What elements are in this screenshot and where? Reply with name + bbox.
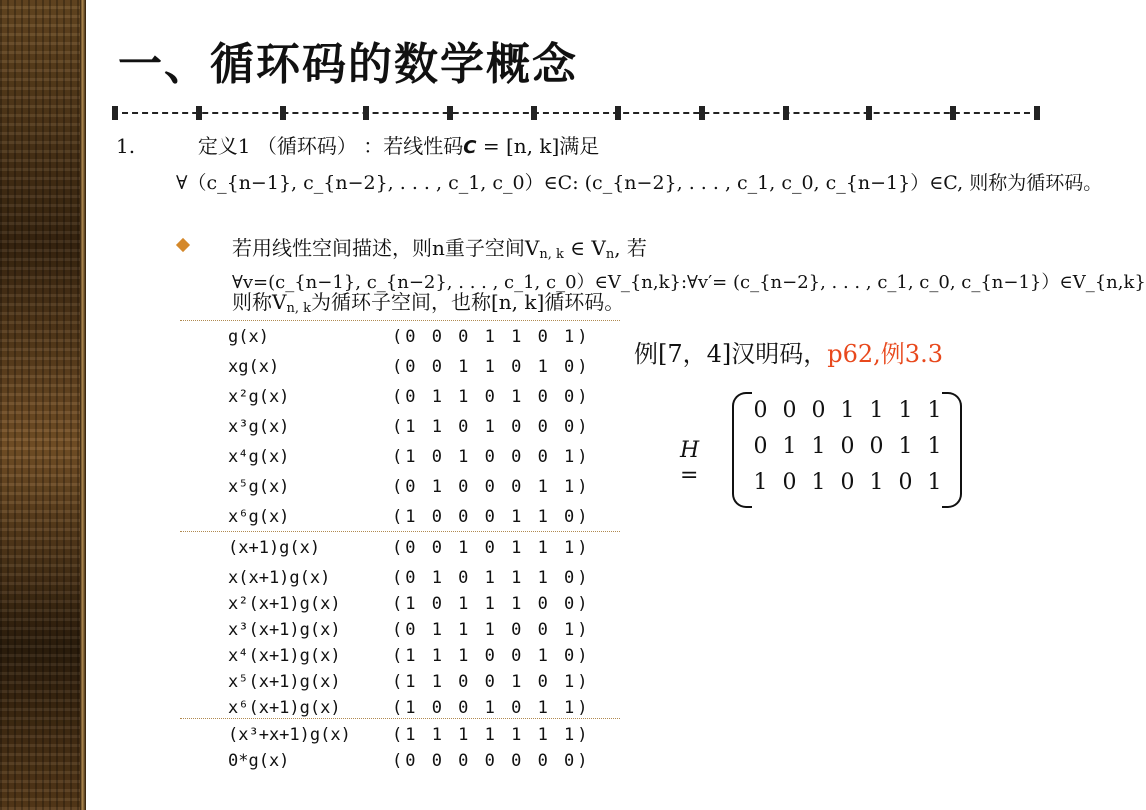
table-row	[180, 351, 620, 381]
matrix-cell: 1	[898, 398, 913, 423]
table-row	[180, 501, 620, 531]
matrix-label: H =	[680, 438, 700, 488]
table-row	[180, 411, 620, 441]
matrix-cell: 1	[811, 434, 826, 459]
codeword-cell: (0 1 0 0 0 1 1)	[392, 477, 591, 497]
codeword-cell: (1 1 0 0 1 0 1)	[392, 672, 591, 692]
table-row	[180, 745, 620, 771]
polynomial-cell: x⁵g(x)	[228, 477, 290, 497]
matrix-cell: 1	[811, 470, 826, 495]
matrix-cell: 0	[782, 470, 797, 495]
table-row	[180, 588, 620, 614]
bullet-diamond-icon	[176, 238, 190, 252]
codeword-cell: (1 1 1 0 0 1 0)	[392, 646, 591, 666]
matrix-cell: 0	[753, 434, 768, 459]
polynomial-cell: x⁴(x+1)g(x)	[228, 646, 341, 666]
polynomial-cell: x⁶(x+1)g(x)	[228, 698, 341, 718]
codeword-cell: (0 1 1 0 1 0 0)	[392, 387, 591, 407]
polynomial-cell: xg(x)	[228, 357, 280, 377]
matrix-cell: 1	[898, 434, 913, 459]
condition-tail: 则称为循环码。	[969, 172, 1103, 194]
matrix-row	[746, 398, 949, 423]
table-row	[180, 441, 620, 471]
table-row	[180, 562, 620, 588]
slide-title: 一、循环码的数学概念	[118, 39, 578, 90]
matrix-row	[746, 470, 949, 495]
codeword-cell: (1 1 1 1 1 1 1)	[392, 725, 591, 745]
matrix-cell: 0	[840, 434, 855, 459]
bullet-line-2: ∀v=(c_{n−1}, c_{n−2}, . . . , c_1, c_0）∈V_{n,k}:∀v′= (c_{n−2}, . . . , c_1, c_0, c_{n−1}）∈V_{n,k}	[232, 272, 1146, 293]
divider-dots	[112, 106, 1040, 120]
example-reference: p62,例3.3	[827, 340, 943, 368]
matrix-cell: 1	[869, 470, 884, 495]
definition-code-symbol: C	[463, 137, 477, 158]
codeword-cell: (0 1 1 1 0 0 1)	[392, 620, 591, 640]
polynomial-cell: (x³+x+1)g(x)	[228, 725, 351, 745]
polynomial-cell: x²g(x)	[228, 387, 290, 407]
polynomial-cell: x⁵(x+1)g(x)	[228, 672, 341, 692]
polynomial-cell: x³(x+1)g(x)	[228, 620, 341, 640]
table-row	[180, 640, 620, 666]
codeword-cell: (0 0 1 0 1 1 1)	[392, 538, 591, 558]
matrix-row	[746, 434, 949, 459]
polynomial-cell: (x+1)g(x)	[228, 538, 321, 558]
codeword-cell: (0 0 0 0 0 0 0)	[392, 751, 591, 771]
polynomial-cell: x⁴g(x)	[228, 447, 290, 467]
table-row	[180, 666, 620, 692]
codeword-cell: (0 0 1 1 0 1 0)	[392, 357, 591, 377]
matrix-cell: 1	[927, 398, 942, 423]
polynomial-cell: g(x)	[228, 327, 269, 347]
example-caption	[634, 334, 943, 369]
example-text: 例[7，4]汉明码，	[634, 340, 828, 368]
definition-line	[116, 130, 599, 159]
bullet-line-1: 若用线性空间描述，则n重子空间$V_{n, k}$ ∈ $V_n$, 若	[232, 236, 647, 262]
matrix-cell: 1	[753, 470, 768, 495]
matrix-cell: 1	[840, 398, 855, 423]
condition-formula: ∀（c_{n−1}, c_{n−2}, . . . , c_1, c_0）∈C: (c_{n−2}, . . . , c_1, c_0, c_{n−1}）∈C,	[176, 172, 964, 194]
definition-number: 1.	[116, 134, 136, 158]
codeword-cell: (1 0 0 1 0 1 1)	[392, 698, 591, 718]
table-row	[180, 692, 620, 718]
codeword-cell: (1 0 1 0 0 0 1)	[392, 447, 591, 467]
polynomial-cell: 0*g(x)	[228, 751, 290, 771]
matrix-cell: 1	[869, 398, 884, 423]
matrix-cell: 1	[927, 470, 942, 495]
table-row	[180, 531, 620, 562]
codeword-cell: (0 0 0 1 1 0 1)	[392, 327, 591, 347]
codeword-cell: (1 0 1 1 1 0 0)	[392, 594, 591, 614]
matrix-cell: 1	[782, 434, 797, 459]
bullet-line-3: 则称$V_{n, k}$为循环子空间，也称[n, k]循环码。	[232, 290, 625, 316]
matrix-cell: 0	[753, 398, 768, 423]
matrix-cell: 0	[782, 398, 797, 423]
matrix-cell: 0	[869, 434, 884, 459]
sidebar-edge	[80, 0, 86, 810]
codeword-cell: (0 1 0 1 1 1 0)	[392, 568, 591, 588]
polynomial-cell: x³g(x)	[228, 417, 290, 437]
definition-text-b: = [n, k]满足	[476, 134, 600, 158]
codeword-table	[180, 320, 620, 771]
decorative-wood-sidebar	[0, 0, 80, 810]
table-row	[180, 381, 620, 411]
codeword-cell: (1 0 0 0 1 1 0)	[392, 507, 591, 527]
definition-condition	[176, 168, 1102, 195]
matrix-cell: 0	[811, 398, 826, 423]
matrix-cell: 1	[927, 434, 942, 459]
table-row	[180, 471, 620, 501]
table-row	[180, 614, 620, 640]
definition-text-a: 定义1 （循环码） ：若线性码	[197, 134, 464, 158]
table-row	[180, 320, 620, 351]
polynomial-cell: x⁶g(x)	[228, 507, 290, 527]
polynomial-cell: x(x+1)g(x)	[228, 568, 331, 588]
matrix-cell: 0	[898, 470, 913, 495]
matrix-cell: 0	[840, 470, 855, 495]
table-row	[180, 718, 620, 745]
polynomial-cell: x²(x+1)g(x)	[228, 594, 341, 614]
codeword-cell: (1 1 0 1 0 0 0)	[392, 417, 591, 437]
